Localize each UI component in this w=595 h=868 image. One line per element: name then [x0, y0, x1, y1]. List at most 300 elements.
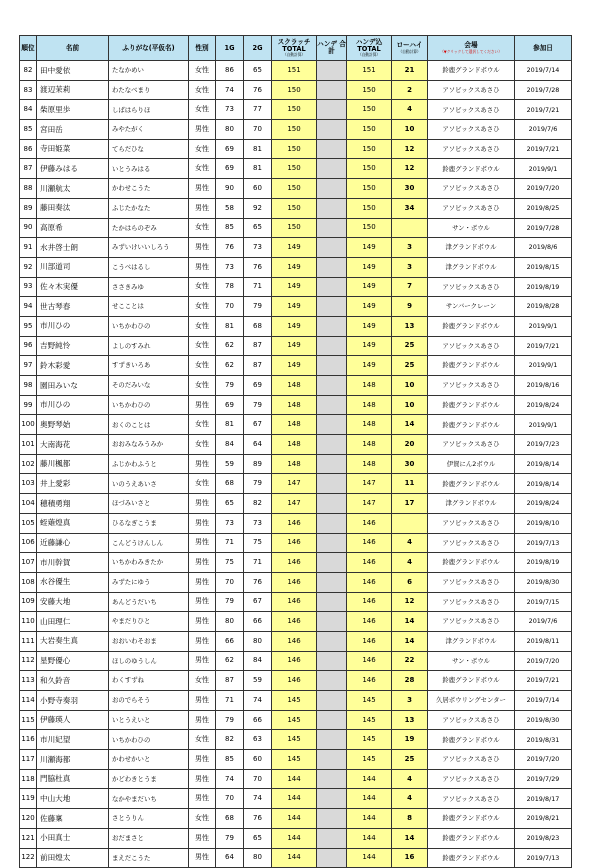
rank-cell: 96 — [20, 336, 37, 356]
scratch-total-cell: 144 — [272, 809, 317, 829]
header-game2: 2G — [244, 36, 272, 61]
kana-cell: たかはらのぞみ — [109, 218, 189, 238]
venue-select-cell[interactable]: アソビックスあさひ — [428, 277, 515, 297]
date-cell: 2019/8/15 — [515, 257, 572, 277]
table-row — [20, 139, 572, 159]
name-cell: 川部道司 — [37, 257, 109, 277]
game1-score-cell: 73 — [216, 100, 244, 120]
name-cell: 市川幹賀 — [37, 553, 109, 573]
handicap-input-cell[interactable] — [317, 553, 347, 573]
name-cell: 市川妃望 — [37, 730, 109, 750]
venue-select-cell[interactable]: アソビックスあさひ — [428, 572, 515, 592]
table-row — [20, 572, 572, 592]
handicap-input-cell[interactable] — [317, 592, 347, 612]
low-high-cell: 10 — [392, 120, 428, 140]
name-cell: 藤川楓都 — [37, 454, 109, 474]
venue-select-cell[interactable]: アソビックスあさひ — [428, 769, 515, 789]
venue-select-cell[interactable]: 鈴鹿グランドボウル — [428, 671, 515, 691]
rank-cell: 111 — [20, 631, 37, 651]
venue-select-cell[interactable]: 津グランドボウル — [428, 257, 515, 277]
scratch-total-cell: 145 — [272, 710, 317, 730]
scratch-total-cell: 149 — [272, 316, 317, 336]
venue-select-cell[interactable]: アソビックスあさひ — [428, 513, 515, 533]
header-game1: 1G — [216, 36, 244, 61]
kana-cell: なかやまだいち — [109, 789, 189, 809]
venue-select-cell[interactable]: アソビックスあさひ — [428, 120, 515, 140]
handicap-input-cell[interactable] — [317, 376, 347, 396]
rank-cell: 102 — [20, 454, 37, 474]
handicap-input-cell[interactable] — [317, 435, 347, 455]
sex-cell: 男性 — [189, 631, 216, 651]
venue-select-cell[interactable]: アソビックスあさひ — [428, 592, 515, 612]
handicap-input-cell[interactable] — [317, 159, 347, 179]
game1-score-cell: 81 — [216, 415, 244, 435]
handicap-total-cell: 148 — [347, 415, 392, 435]
handicap-total-cell: 149 — [347, 297, 392, 317]
venue-select-cell[interactable]: 鈴鹿グランドボウル — [428, 61, 515, 81]
sex-cell: 女性 — [189, 356, 216, 376]
sex-cell: 女性 — [189, 139, 216, 159]
sex-cell: 男性 — [189, 533, 216, 553]
venue-select-cell[interactable]: アソビックスあさひ — [428, 750, 515, 770]
low-high-cell: 13 — [392, 710, 428, 730]
handicap-input-cell[interactable] — [317, 533, 347, 553]
handicap-input-cell[interactable] — [317, 710, 347, 730]
handicap-total-cell: 148 — [347, 435, 392, 455]
date-cell: 2019/8/6 — [515, 238, 572, 258]
venue-select-cell[interactable]: アソビックスあさひ — [428, 179, 515, 199]
name-cell: 田中愛依 — [37, 61, 109, 81]
name-cell: 小田真士 — [37, 828, 109, 848]
kana-cell: おくのことは — [109, 415, 189, 435]
handicap-total-cell: 149 — [347, 257, 392, 277]
scratch-total-cell: 149 — [272, 336, 317, 356]
date-cell: 2019/9/1 — [515, 159, 572, 179]
sex-cell: 男性 — [189, 120, 216, 140]
game2-score-cell: 66 — [244, 612, 272, 632]
sex-cell: 男性 — [189, 494, 216, 514]
venue-select-cell[interactable]: アソビックスあさひ — [428, 435, 515, 455]
handicap-input-cell[interactable] — [317, 769, 347, 789]
handicap-input-cell[interactable] — [317, 730, 347, 750]
handicap-input-cell[interactable] — [317, 631, 347, 651]
sex-cell: 男性 — [189, 789, 216, 809]
name-cell: 穂積勇翔 — [37, 494, 109, 514]
game2-score-cell: 76 — [244, 809, 272, 829]
venue-select-cell[interactable]: アソビックスあさひ — [428, 710, 515, 730]
low-high-cell: 3 — [392, 691, 428, 711]
venue-select-cell[interactable]: 津グランドボウル — [428, 631, 515, 651]
venue-select-cell[interactable]: アソビックスあさひ — [428, 139, 515, 159]
header-handicap: ハンデ 合計 — [317, 36, 347, 61]
header-kana: ふりがな(平仮名) — [109, 36, 189, 61]
handicap-total-cell: 149 — [347, 356, 392, 376]
rank-cell: 107 — [20, 553, 37, 573]
sex-cell: 男性 — [189, 750, 216, 770]
date-cell: 2019/7/6 — [515, 612, 572, 632]
name-cell: 渡辺茉莉 — [37, 80, 109, 100]
scratch-total-cell: 148 — [272, 415, 317, 435]
name-cell: 水谷優生 — [37, 572, 109, 592]
venue-select-cell[interactable]: アソビックスあさひ — [428, 376, 515, 396]
handicap-total-cell: 149 — [347, 238, 392, 258]
low-high-cell: 20 — [392, 435, 428, 455]
venue-select-cell[interactable]: 鈴鹿グランドボウル — [428, 553, 515, 573]
low-high-cell: 4 — [392, 769, 428, 789]
handicap-total-cell: 147 — [347, 474, 392, 494]
date-cell: 2019/8/17 — [515, 789, 572, 809]
kana-cell: かわせこうた — [109, 179, 189, 199]
handicap-input-cell[interactable] — [317, 139, 347, 159]
game2-score-cell: 67 — [244, 592, 272, 612]
game2-score-cell: 79 — [244, 297, 272, 317]
handicap-input-cell[interactable] — [317, 316, 347, 336]
game1-score-cell: 85 — [216, 218, 244, 238]
handicap-input-cell[interactable] — [317, 100, 347, 120]
name-cell: 寺田姫菜 — [37, 139, 109, 159]
low-high-cell: 13 — [392, 316, 428, 336]
sex-cell: 男性 — [189, 612, 216, 632]
sex-cell: 男性 — [189, 848, 216, 868]
handicap-input-cell[interactable] — [317, 789, 347, 809]
name-cell: 大南海花 — [37, 435, 109, 455]
scratch-total-cell: 146 — [272, 592, 317, 612]
sex-cell: 男性 — [189, 592, 216, 612]
table-row — [20, 415, 572, 435]
handicap-total-cell: 144 — [347, 769, 392, 789]
venue-select-cell[interactable]: 伊賀にん2ボウル — [428, 454, 515, 474]
kana-cell: おだまさと — [109, 828, 189, 848]
sex-cell: 男性 — [189, 691, 216, 711]
game2-score-cell: 63 — [244, 730, 272, 750]
rank-cell: 106 — [20, 533, 37, 553]
venue-select-cell[interactable]: サン・ボウル — [428, 218, 515, 238]
name-cell: 前田煌太 — [37, 848, 109, 868]
venue-select-cell[interactable]: 鈴鹿グランドボウル — [428, 809, 515, 829]
low-high-cell: 30 — [392, 179, 428, 199]
venue-select-cell[interactable]: アソビックスあさひ — [428, 533, 515, 553]
header-scratch-total: スクラッチ TOTAL （自動計算） — [272, 36, 317, 61]
game1-score-cell: 80 — [216, 612, 244, 632]
rank-cell: 98 — [20, 376, 37, 396]
date-cell: 2019/8/24 — [515, 395, 572, 415]
date-cell: 2019/8/11 — [515, 631, 572, 651]
venue-select-cell[interactable]: アソビックスあさひ — [428, 100, 515, 120]
kana-cell: こんどうけんしん — [109, 533, 189, 553]
table-row — [20, 257, 572, 277]
table-row — [20, 494, 572, 514]
kana-cell: わくすずね — [109, 671, 189, 691]
table-row — [20, 828, 572, 848]
scratch-total-cell: 147 — [272, 474, 317, 494]
rank-cell: 97 — [20, 356, 37, 376]
game2-score-cell: 73 — [244, 238, 272, 258]
handicap-input-cell[interactable] — [317, 572, 347, 592]
handicap-total-cell: 150 — [347, 159, 392, 179]
handicap-input-cell[interactable] — [317, 198, 347, 218]
low-high-cell: 28 — [392, 671, 428, 691]
venue-select-cell[interactable]: 鈴鹿グランドボウル — [428, 415, 515, 435]
rank-cell: 101 — [20, 435, 37, 455]
rank-cell: 87 — [20, 159, 37, 179]
kana-cell: ふじかわふうと — [109, 454, 189, 474]
handicap-total-cell: 144 — [347, 809, 392, 829]
rank-cell: 95 — [20, 316, 37, 336]
handicap-input-cell[interactable] — [317, 356, 347, 376]
table-row — [20, 277, 572, 297]
sex-cell: 女性 — [189, 474, 216, 494]
game1-score-cell: 69 — [216, 139, 244, 159]
scratch-total-cell: 144 — [272, 789, 317, 809]
sex-cell: 女性 — [189, 336, 216, 356]
game2-score-cell: 81 — [244, 139, 272, 159]
low-high-cell: 8 — [392, 809, 428, 829]
handicap-input-cell[interactable] — [317, 179, 347, 199]
game1-score-cell: 87 — [216, 671, 244, 691]
handicap-input-cell[interactable] — [317, 120, 347, 140]
date-cell: 2019/8/31 — [515, 730, 572, 750]
game1-score-cell: 71 — [216, 691, 244, 711]
game2-score-cell: 69 — [244, 376, 272, 396]
low-high-cell: 12 — [392, 592, 428, 612]
venue-select-cell[interactable]: 鈴鹿グランドボウル — [428, 474, 515, 494]
handicap-input-cell[interactable] — [317, 336, 347, 356]
game2-score-cell: 81 — [244, 159, 272, 179]
venue-select-cell[interactable]: 津グランドボウル — [428, 238, 515, 258]
handicap-total-cell: 149 — [347, 336, 392, 356]
kana-cell: よしのすみれ — [109, 336, 189, 356]
game2-score-cell: 59 — [244, 671, 272, 691]
table-row — [20, 769, 572, 789]
name-cell: 水井啓士朗 — [37, 238, 109, 258]
scratch-total-cell: 146 — [272, 513, 317, 533]
kana-cell: みやたがく — [109, 120, 189, 140]
kana-cell: おおいわそおま — [109, 631, 189, 651]
game1-score-cell: 78 — [216, 277, 244, 297]
game2-score-cell: 65 — [244, 828, 272, 848]
venue-select-cell[interactable]: アソビックスあさひ — [428, 198, 515, 218]
handicap-input-cell[interactable] — [317, 454, 347, 474]
game1-score-cell: 82 — [216, 730, 244, 750]
venue-select-cell[interactable]: 鈴鹿グランドボウル — [428, 356, 515, 376]
venue-select-cell[interactable]: アソビックスあさひ — [428, 612, 515, 632]
scratch-total-cell: 146 — [272, 651, 317, 671]
venue-select-cell[interactable]: 鈴鹿グランドボウル — [428, 828, 515, 848]
sex-cell: 男性 — [189, 179, 216, 199]
date-cell: 2019/8/23 — [515, 828, 572, 848]
low-high-cell: 30 — [392, 454, 428, 474]
handicap-input-cell[interactable] — [317, 257, 347, 277]
table-row — [20, 631, 572, 651]
venue-select-cell[interactable]: 津グランドボウル — [428, 494, 515, 514]
game2-score-cell: 82 — [244, 494, 272, 514]
handicap-input-cell[interactable] — [317, 671, 347, 691]
kana-cell: みずいけいいしろう — [109, 238, 189, 258]
table-row — [20, 61, 572, 81]
rank-cell: 82 — [20, 61, 37, 81]
handicap-total-cell: 146 — [347, 592, 392, 612]
sex-cell: 男性 — [189, 257, 216, 277]
handicap-input-cell[interactable] — [317, 395, 347, 415]
low-high-cell: 25 — [392, 750, 428, 770]
game2-score-cell: 71 — [244, 277, 272, 297]
rank-cell: 99 — [20, 395, 37, 415]
handicap-total-cell: 144 — [347, 789, 392, 809]
venue-select-cell[interactable]: 鈴鹿グランドボウル — [428, 730, 515, 750]
scratch-total-cell: 149 — [272, 356, 317, 376]
handicap-input-cell[interactable] — [317, 218, 347, 238]
rank-cell: 89 — [20, 198, 37, 218]
name-cell: 園田みいな — [37, 376, 109, 396]
table-row — [20, 513, 572, 533]
sex-cell: 女性 — [189, 671, 216, 691]
name-cell: 門脇杜真 — [37, 769, 109, 789]
handicap-input-cell[interactable] — [317, 750, 347, 770]
date-cell: 2019/9/1 — [515, 316, 572, 336]
header-venue-note: （▼クリックして選択してください） — [440, 48, 502, 54]
handicap-total-cell: 145 — [347, 730, 392, 750]
table-row — [20, 789, 572, 809]
name-cell: 佐藤稟 — [37, 809, 109, 829]
rank-cell: 119 — [20, 789, 37, 809]
date-cell: 2019/7/20 — [515, 179, 572, 199]
rank-cell: 108 — [20, 572, 37, 592]
scratch-total-cell: 146 — [272, 671, 317, 691]
handicap-input-cell[interactable] — [317, 61, 347, 81]
date-cell: 2019/7/13 — [515, 533, 572, 553]
scratch-total-cell: 150 — [272, 139, 317, 159]
venue-select-cell[interactable]: アソビックスあさひ — [428, 789, 515, 809]
date-cell: 2019/7/21 — [515, 100, 572, 120]
name-cell: 佐々木実優 — [37, 277, 109, 297]
venue-select-cell[interactable]: 鈴鹿グランドボウル — [428, 159, 515, 179]
table-row — [20, 218, 572, 238]
game2-score-cell: 76 — [244, 80, 272, 100]
handicap-input-cell[interactable] — [317, 494, 347, 514]
game1-score-cell: 69 — [216, 395, 244, 415]
rank-cell: 91 — [20, 238, 37, 258]
table-row — [20, 474, 572, 494]
handicap-input-cell[interactable] — [317, 297, 347, 317]
low-high-cell: 19 — [392, 730, 428, 750]
handicap-total-cell: 146 — [347, 651, 392, 671]
game1-score-cell: 62 — [216, 356, 244, 376]
sex-cell: 女性 — [189, 218, 216, 238]
game2-score-cell: 84 — [244, 651, 272, 671]
handicap-input-cell[interactable] — [317, 691, 347, 711]
header-sex: 性別 — [189, 36, 216, 61]
sex-cell: 女性 — [189, 415, 216, 435]
name-cell: 市川ひの — [37, 316, 109, 336]
sex-cell: 男性 — [189, 513, 216, 533]
sex-cell: 男性 — [189, 454, 216, 474]
name-cell: 宮田岳 — [37, 120, 109, 140]
table-row — [20, 454, 572, 474]
venue-select-cell[interactable]: サンバークレーン — [428, 297, 515, 317]
venue-select-cell[interactable]: アソビックスあさひ — [428, 336, 515, 356]
handicap-input-cell[interactable] — [317, 828, 347, 848]
game2-score-cell: 76 — [244, 572, 272, 592]
handicap-total-cell: 147 — [347, 494, 392, 514]
sex-cell: 女性 — [189, 376, 216, 396]
table-row — [20, 612, 572, 632]
handicap-input-cell[interactable] — [317, 277, 347, 297]
scratch-total-cell: 150 — [272, 120, 317, 140]
game2-score-cell: 87 — [244, 336, 272, 356]
handicap-input-cell[interactable] — [317, 474, 347, 494]
kana-cell: いとうみはる — [109, 159, 189, 179]
kana-cell: やまだりひと — [109, 612, 189, 632]
venue-select-cell[interactable]: アソビックスあさひ — [428, 80, 515, 100]
handicap-input-cell[interactable] — [317, 651, 347, 671]
sex-cell: 女性 — [189, 316, 216, 336]
scratch-total-cell: 144 — [272, 828, 317, 848]
game2-score-cell: 70 — [244, 769, 272, 789]
rank-cell: 92 — [20, 257, 37, 277]
kana-cell: いちかわひの — [109, 395, 189, 415]
name-cell: 山田理仁 — [37, 612, 109, 632]
handicap-input-cell[interactable] — [317, 513, 347, 533]
date-cell: 2019/8/30 — [515, 710, 572, 730]
low-high-cell: 9 — [392, 297, 428, 317]
kana-cell: ふじたかなた — [109, 198, 189, 218]
game2-score-cell: 60 — [244, 750, 272, 770]
handicap-input-cell[interactable] — [317, 809, 347, 829]
venue-select-cell[interactable]: 鈴鹿グランドボウル — [428, 848, 515, 868]
game1-score-cell: 70 — [216, 297, 244, 317]
rank-cell: 88 — [20, 179, 37, 199]
rank-cell: 84 — [20, 100, 37, 120]
game2-score-cell: 73 — [244, 513, 272, 533]
game1-score-cell: 64 — [216, 848, 244, 868]
scratch-total-cell: 149 — [272, 238, 317, 258]
handicap-input-cell[interactable] — [317, 612, 347, 632]
table-row — [20, 356, 572, 376]
sex-cell: 男性 — [189, 238, 216, 258]
handicap-input-cell[interactable] — [317, 415, 347, 435]
handicap-total-cell: 145 — [347, 710, 392, 730]
name-cell: 吉野純怜 — [37, 336, 109, 356]
header-name: 名前 — [37, 36, 109, 61]
game1-score-cell: 75 — [216, 553, 244, 573]
date-cell: 2019/8/10 — [515, 513, 572, 533]
scratch-total-cell: 146 — [272, 572, 317, 592]
game1-score-cell: 62 — [216, 336, 244, 356]
sex-cell: 男性 — [189, 710, 216, 730]
scratch-total-cell: 146 — [272, 612, 317, 632]
venue-select-cell[interactable]: 久居ボウリングセンター — [428, 691, 515, 711]
handicap-input-cell[interactable] — [317, 80, 347, 100]
venue-select-cell[interactable]: 鈴鹿グランドボウル — [428, 316, 515, 336]
handicap-input-cell[interactable] — [317, 848, 347, 868]
venue-select-cell[interactable]: 鈴鹿グランドボウル — [428, 395, 515, 415]
handicap-input-cell[interactable] — [317, 238, 347, 258]
sex-cell: 男性 — [189, 651, 216, 671]
game2-score-cell: 60 — [244, 179, 272, 199]
scratch-total-cell: 145 — [272, 730, 317, 750]
name-cell: 蛭薙煌真 — [37, 513, 109, 533]
handicap-total-cell: 148 — [347, 454, 392, 474]
scratch-total-cell: 146 — [272, 631, 317, 651]
date-cell: 2019/8/24 — [515, 494, 572, 514]
table-row — [20, 395, 572, 415]
handicap-total-cell: 144 — [347, 848, 392, 868]
kana-cell: ほしのゆうしん — [109, 651, 189, 671]
rank-cell: 110 — [20, 612, 37, 632]
kana-cell: あんどうだいち — [109, 592, 189, 612]
venue-select-cell[interactable]: サン・ボウル — [428, 651, 515, 671]
sex-cell: 男性 — [189, 828, 216, 848]
